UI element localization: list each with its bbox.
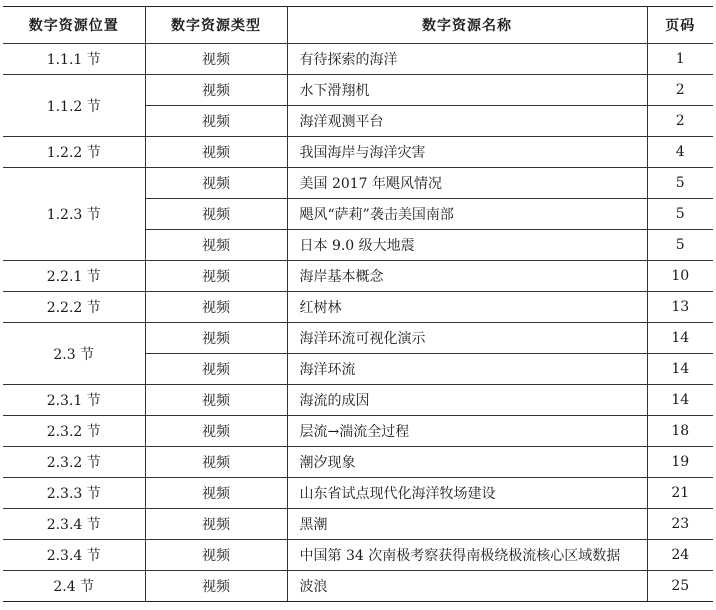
resource-type-cell: 视频 bbox=[145, 509, 287, 540]
resource-name-cell: 红树林 bbox=[287, 292, 647, 323]
page-number-cell: 23 bbox=[647, 509, 713, 540]
resource-type-cell: 视频 bbox=[145, 261, 287, 292]
table-row bbox=[3, 447, 713, 478]
resource-type-cell: 视频 bbox=[145, 137, 287, 168]
page-number-cell: 4 bbox=[647, 137, 713, 168]
table-row bbox=[3, 137, 713, 168]
table-header-row bbox=[3, 7, 713, 44]
page-number-cell: 14 bbox=[647, 385, 713, 416]
header-page: 页码 bbox=[647, 7, 713, 44]
resource-name-cell: 有待探索的海洋 bbox=[287, 44, 647, 75]
resource-location-cell: 2.3.3 节 bbox=[3, 478, 145, 509]
page-number-cell: 24 bbox=[647, 540, 713, 571]
resource-location-cell: 2.3.2 节 bbox=[3, 416, 145, 447]
resource-name-cell: 海洋环流可视化演示 bbox=[287, 323, 647, 354]
table-row bbox=[3, 261, 713, 292]
page-number-cell: 13 bbox=[647, 292, 713, 323]
table-row bbox=[3, 509, 713, 540]
resource-type-cell: 视频 bbox=[145, 540, 287, 571]
table-body bbox=[3, 44, 713, 602]
page-number-cell: 25 bbox=[647, 571, 713, 602]
resource-location-cell: 2.2.1 节 bbox=[3, 261, 145, 292]
page-number-cell: 19 bbox=[647, 447, 713, 478]
resource-type-cell: 视频 bbox=[145, 292, 287, 323]
table-row bbox=[3, 44, 713, 75]
resource-type-cell: 视频 bbox=[145, 323, 287, 354]
resource-name-cell: 飓风“萨莉”袭击美国南部 bbox=[287, 199, 647, 230]
table-row bbox=[3, 571, 713, 602]
resource-location-cell: 2.3.2 节 bbox=[3, 447, 145, 478]
resource-name-cell: 海流的成因 bbox=[287, 385, 647, 416]
page-number-cell: 10 bbox=[647, 261, 713, 292]
resource-location-cell: 2.3.1 节 bbox=[3, 385, 145, 416]
page-number-cell: 5 bbox=[647, 199, 713, 230]
table-row bbox=[3, 416, 713, 447]
page-number-cell: 1 bbox=[647, 44, 713, 75]
resource-location-cell: 1.2.2 节 bbox=[3, 137, 145, 168]
page-number-cell: 5 bbox=[647, 168, 713, 199]
header-name: 数字资源名称 bbox=[287, 7, 647, 44]
table-row bbox=[3, 75, 713, 106]
digital-resources-table bbox=[3, 6, 713, 602]
page-number-cell: 18 bbox=[647, 416, 713, 447]
resource-type-cell: 视频 bbox=[145, 571, 287, 602]
resource-name-cell: 海洋观测平台 bbox=[287, 106, 647, 137]
resource-type-cell: 视频 bbox=[145, 168, 287, 199]
resource-name-cell: 日本 9.0 级大地震 bbox=[287, 230, 647, 261]
page-number-cell: 2 bbox=[647, 75, 713, 106]
resource-name-cell: 山东省试点现代化海洋牧场建设 bbox=[287, 478, 647, 509]
resource-name-cell: 海岸基本概念 bbox=[287, 261, 647, 292]
resource-location-cell: 2.3 节 bbox=[3, 323, 145, 385]
resource-name-cell: 海洋环流 bbox=[287, 354, 647, 385]
resource-type-cell: 视频 bbox=[145, 75, 287, 106]
resource-location-cell: 1.2.3 节 bbox=[3, 168, 145, 261]
resource-location-cell: 2.4 节 bbox=[3, 571, 145, 602]
resource-type-cell: 视频 bbox=[145, 106, 287, 137]
resource-type-cell: 视频 bbox=[145, 230, 287, 261]
header-location: 数字资源位置 bbox=[3, 7, 145, 44]
table-row bbox=[3, 478, 713, 509]
resource-name-cell: 水下滑翔机 bbox=[287, 75, 647, 106]
resource-name-cell: 我国海岸与海洋灾害 bbox=[287, 137, 647, 168]
header-type: 数字资源类型 bbox=[145, 7, 287, 44]
resource-location-cell: 2.2.2 节 bbox=[3, 292, 145, 323]
resource-type-cell: 视频 bbox=[145, 478, 287, 509]
resource-location-cell: 2.3.4 节 bbox=[3, 540, 145, 571]
resource-name-cell: 波浪 bbox=[287, 571, 647, 602]
resource-type-cell: 视频 bbox=[145, 354, 287, 385]
page-number-cell: 2 bbox=[647, 106, 713, 137]
resource-type-cell: 视频 bbox=[145, 199, 287, 230]
page-number-cell: 21 bbox=[647, 478, 713, 509]
resource-type-cell: 视频 bbox=[145, 447, 287, 478]
resource-name-cell: 美国 2017 年飓风情况 bbox=[287, 168, 647, 199]
page-number-cell: 5 bbox=[647, 230, 713, 261]
resource-type-cell: 视频 bbox=[145, 416, 287, 447]
table-row bbox=[3, 385, 713, 416]
resource-location-cell: 1.1.1 节 bbox=[3, 44, 145, 75]
resource-type-cell: 视频 bbox=[145, 44, 287, 75]
resource-location-cell: 1.1.2 节 bbox=[3, 75, 145, 137]
table-row bbox=[3, 323, 713, 354]
resource-name-cell: 黑潮 bbox=[287, 509, 647, 540]
resource-type-cell: 视频 bbox=[145, 385, 287, 416]
page-number-cell: 14 bbox=[647, 323, 713, 354]
table-row bbox=[3, 540, 713, 571]
page-number-cell: 14 bbox=[647, 354, 713, 385]
resource-name-cell: 中国第 34 次南极考察获得南极绕极流核心区域数据 bbox=[287, 540, 647, 571]
resource-location-cell: 2.3.4 节 bbox=[3, 509, 145, 540]
resource-name-cell: 层流→湍流全过程 bbox=[287, 416, 647, 447]
resource-name-cell: 潮汐现象 bbox=[287, 447, 647, 478]
table-row bbox=[3, 168, 713, 199]
table-row bbox=[3, 292, 713, 323]
